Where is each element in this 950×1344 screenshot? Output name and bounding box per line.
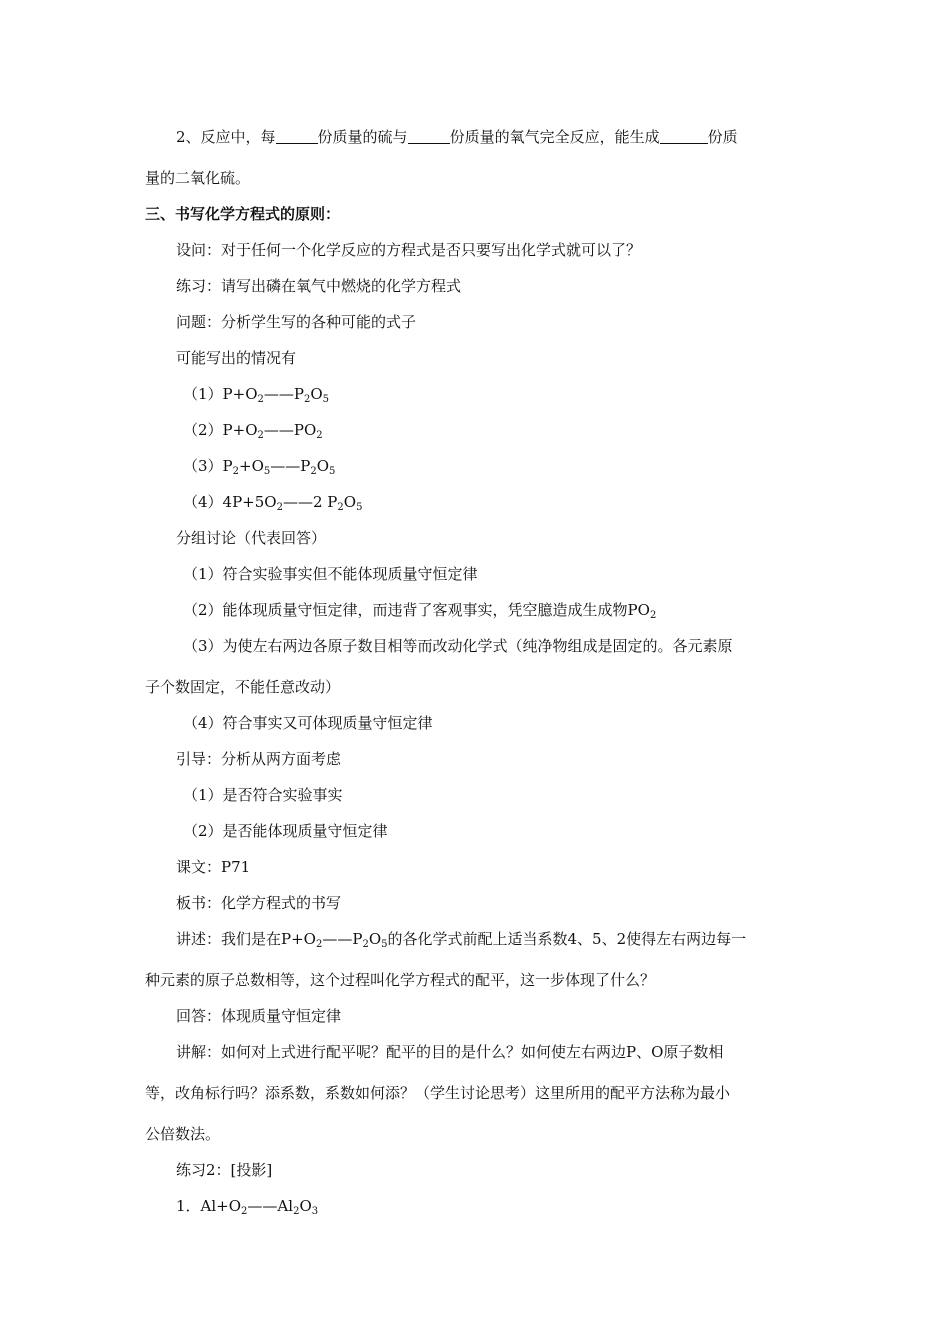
- blank-2: [408, 129, 450, 144]
- blank-1: [276, 129, 318, 144]
- equation-3: $(3)P_2+O_5——P_2O_5$: [183, 457, 336, 477]
- answer-4: （4）符合事实又可体现质量守恒定律: [183, 714, 433, 732]
- explain-line-2: 等，改角标行吗？添系数，系数如何添？（学生讨论思考）这里所用的配平方法称为最小: [145, 1084, 731, 1102]
- lecture-cont: 种元素的原子总数相等，这个过程叫化学方程式的配平，这一步体现了什么？: [145, 971, 656, 989]
- guide-item-2: （2）是否能体现质量守恒定律: [183, 822, 388, 840]
- answer-1: （1）符合实验事实但不能体现质量守恒定律: [183, 565, 478, 583]
- blank-3: [660, 129, 708, 144]
- answer-3: （3）为使左右两边各原子数目相等而改动化学式（纯净物组成是固定的。各元素原: [183, 637, 733, 655]
- practice2-line: 练习2：[投影]: [176, 1161, 273, 1179]
- equation-2: $(2)P+O_2——PO_2$: [183, 421, 323, 441]
- answer-2: （2）能体现质量守恒定律，而违背了客观事实，凭空臆造成生成物$PO_2$: [183, 601, 657, 621]
- answer-3-cont: 子个数固定，不能任意改动）: [145, 678, 341, 696]
- practice-line: 练习：请写出磷在氧气中燃烧的化学方程式: [176, 277, 462, 295]
- question-2-cont: 量的二氧化硫。: [145, 169, 251, 187]
- discuss-line: 分组讨论（代表回答）: [176, 529, 327, 547]
- reply-line: 回答：体现质量守恒定律: [176, 1007, 342, 1025]
- explain-line-3: 公倍数法。: [145, 1125, 221, 1143]
- question-2-line: 2、反应中，每 份质量的硫与 份质量的氧气完全反应，能生成 份质: [176, 128, 738, 146]
- ask-line: 设问：对于任何一个化学反应的方程式是否只要写出化学式就可以了？: [176, 241, 642, 259]
- lecture-line: 讲述：我们是在$P+O_2——P_2O_5$的各化学式前配上适当系数4、5、2使得左右两边每一: [176, 930, 747, 950]
- section-heading: 三、书写化学方程式的原则：: [145, 205, 341, 223]
- exercise-1: 1．$Al+O_2——Al_2O_3$: [176, 1197, 319, 1217]
- board-line: 板书：化学方程式的书写: [176, 894, 342, 912]
- equation-1: $(1)P+O_2——P_2O_5$: [183, 385, 330, 405]
- text-line: 课文：P71: [176, 858, 251, 876]
- problem-line: 问题：分析学生写的各种可能的式子: [176, 313, 417, 331]
- explain-line-1: 讲解：如何对上式进行配平呢？配平的目的是什么？如何使左右两边P、O原子数相: [176, 1043, 724, 1061]
- possible-line: 可能写出的情况有: [176, 349, 297, 367]
- equation-4: $(4)4P+5O_2——2$ $P_2O_5$: [183, 493, 363, 513]
- guide-line: 引导：分析从两方面考虑: [176, 750, 342, 768]
- guide-item-1: （1）是否符合实验事实: [183, 786, 343, 804]
